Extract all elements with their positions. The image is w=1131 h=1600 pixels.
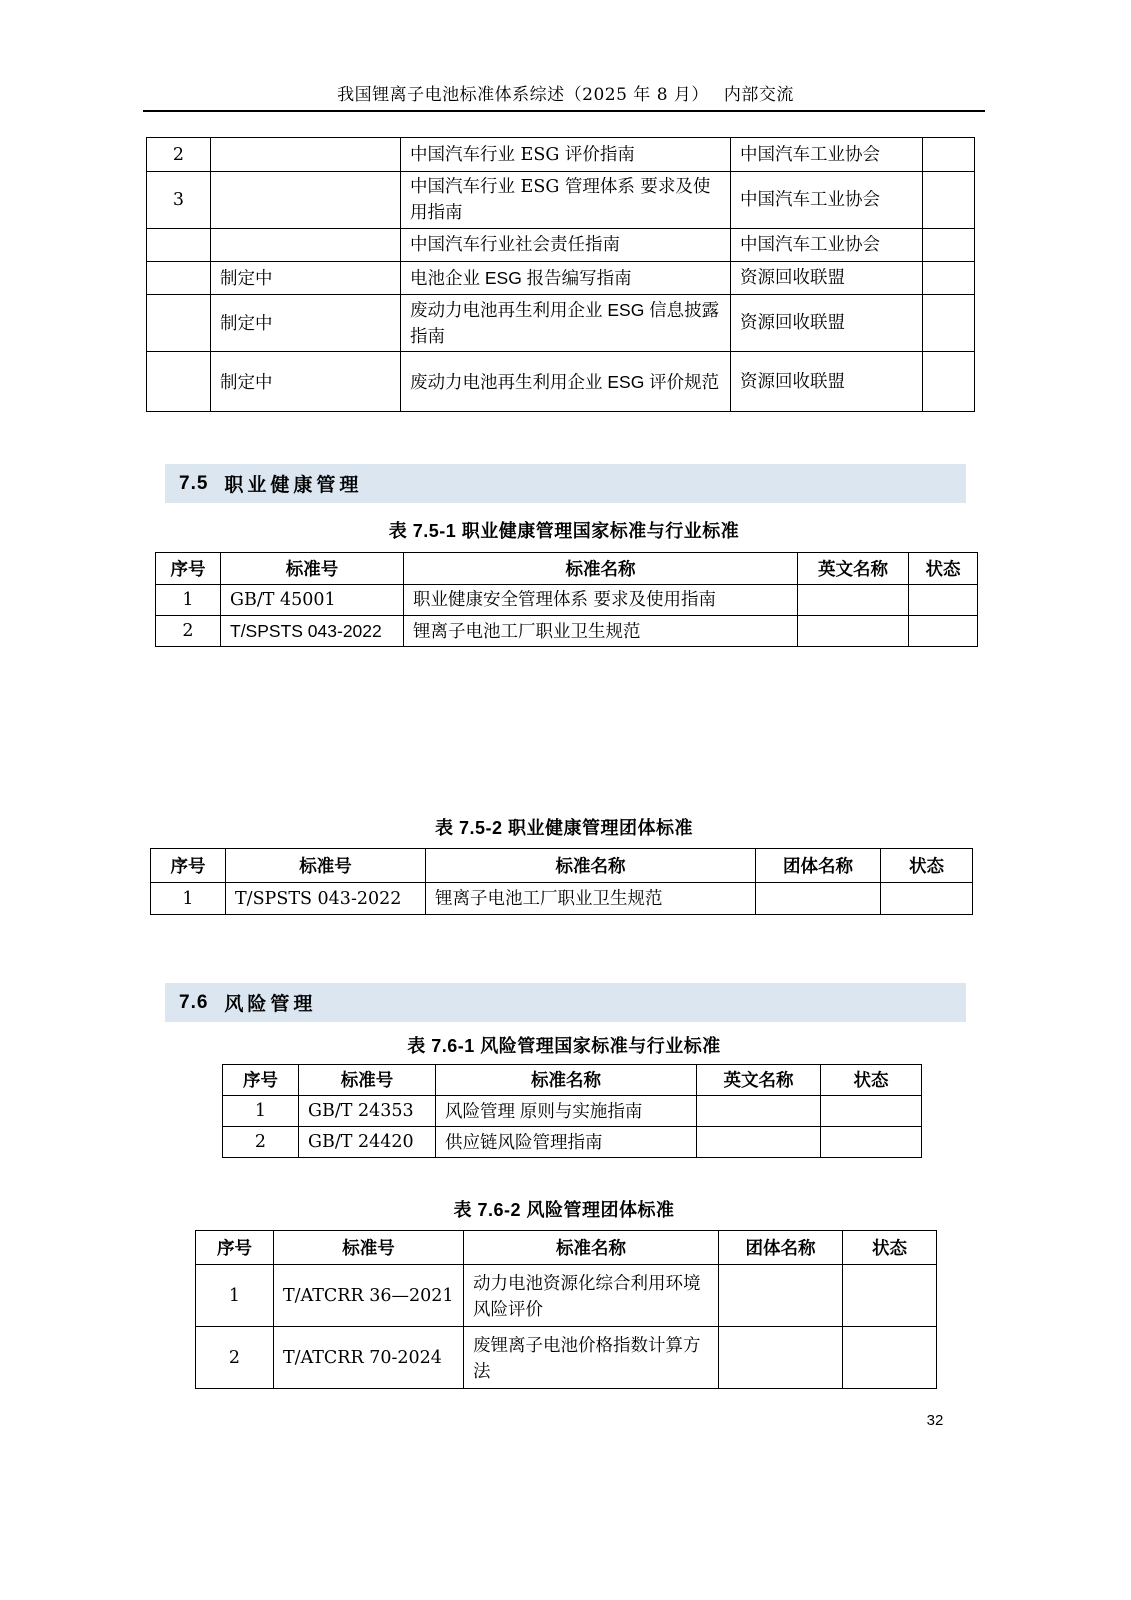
cell-english-name	[798, 616, 909, 647]
cell-extra	[923, 352, 975, 412]
cell-english-name	[697, 1127, 821, 1158]
col-header: 序号	[156, 553, 221, 585]
section-7-6-heading	[165, 983, 966, 1022]
table-7-6-1-caption: 表 7.6-1 风险管理国家标准与行业标准	[407, 1036, 721, 1056]
col-header: 标准名称	[404, 553, 798, 585]
cell-standard-name: 动力电池资源化综合利用环境风险评价	[464, 1265, 719, 1327]
header-divider	[143, 110, 985, 112]
col-header: 英文名称	[697, 1065, 821, 1096]
table-row	[156, 616, 978, 647]
table-row	[223, 1127, 922, 1158]
col-header: 团体名称	[719, 1231, 843, 1265]
section-title: 风险管理	[224, 994, 317, 1015]
cell-organization: 资源回收联盟	[731, 352, 923, 412]
cell-standard-no: T/SPSTS 043-2022	[226, 883, 426, 915]
cell-standard-name: 风险管理 原则与实施指南	[436, 1096, 697, 1127]
cell-standard-name: 职业健康安全管理体系 要求及使用指南	[404, 585, 798, 616]
cell-status	[909, 585, 978, 616]
col-header: 标准名称	[464, 1231, 719, 1265]
table-header-row	[196, 1231, 937, 1265]
table-row	[147, 172, 975, 229]
cell-organization: 中国汽车工业协会	[731, 229, 923, 262]
table-row	[147, 262, 975, 295]
cell-standard-name: 锂离子电池工厂职业卫生规范	[404, 616, 798, 647]
table-7-6-1	[222, 1064, 922, 1158]
cell-standard-name: 中国汽车行业 ESG 管理体系 要求及使用指南	[401, 172, 731, 229]
table-7-6-2	[195, 1230, 937, 1389]
esg-standards-table	[146, 137, 975, 412]
cell-extra	[923, 262, 975, 295]
cell-seq	[147, 295, 211, 352]
col-header: 英文名称	[798, 553, 909, 585]
cell-seq: 2	[196, 1327, 274, 1389]
cell-standard-name: 锂离子电池工厂职业卫生规范	[426, 883, 756, 915]
cell-organization: 中国汽车工业协会	[731, 172, 923, 229]
cell-standard-no: T/ATCRR 70-2024	[274, 1327, 464, 1389]
table-header-row	[151, 849, 973, 883]
cell-status	[843, 1327, 937, 1389]
table-header-row	[223, 1065, 922, 1096]
page-number: 32	[926, 1412, 944, 1429]
table-row	[147, 352, 975, 412]
cell-standard-name: 中国汽车行业社会责任指南	[401, 229, 731, 262]
cell-status: 制定中	[211, 352, 401, 412]
cell-seq	[147, 262, 211, 295]
cell-status	[909, 616, 978, 647]
cell-seq	[147, 229, 211, 262]
table-7-5-1	[155, 552, 978, 647]
cell-standard-no: T/SPSTS 043-2022	[221, 616, 404, 647]
cell-extra	[923, 229, 975, 262]
table-7-6-2-caption: 表 7.6-2 风险管理团体标准	[453, 1200, 675, 1220]
table-row	[196, 1265, 937, 1327]
col-header: 标准号	[299, 1065, 436, 1096]
cell-group-name	[756, 883, 881, 915]
cell-group-name	[719, 1265, 843, 1327]
table-row	[196, 1327, 937, 1389]
cell-status	[881, 883, 973, 915]
col-header: 序号	[196, 1231, 274, 1265]
cell-status	[821, 1096, 922, 1127]
col-header: 状态	[909, 553, 978, 585]
table-row	[156, 585, 978, 616]
col-header: 标准号	[226, 849, 426, 883]
col-header: 序号	[223, 1065, 299, 1096]
cell-standard-name: 废动力电池再生利用企业 ESG 评价规范	[401, 352, 731, 412]
cell-standard-name: 供应链风险管理指南	[436, 1127, 697, 1158]
table-row	[151, 883, 973, 915]
section-7-5-heading	[165, 464, 966, 503]
cell-status: 制定中	[211, 295, 401, 352]
cell-english-name	[798, 585, 909, 616]
cell-status	[211, 172, 401, 229]
table-7-5-2	[150, 848, 973, 915]
cell-seq: 1	[223, 1096, 299, 1127]
section-title: 职业健康管理	[224, 475, 363, 496]
cell-seq: 2	[156, 616, 221, 647]
cell-status	[211, 138, 401, 172]
cell-status: 制定中	[211, 262, 401, 295]
cell-status	[211, 229, 401, 262]
cell-standard-name: 中国汽车行业 ESG 评价指南	[401, 138, 731, 172]
col-header: 状态	[843, 1231, 937, 1265]
cell-status	[821, 1127, 922, 1158]
cell-extra	[923, 138, 975, 172]
col-header: 标准名称	[436, 1065, 697, 1096]
cell-organization: 资源回收联盟	[731, 262, 923, 295]
col-header: 标准号	[274, 1231, 464, 1265]
cell-seq: 2	[147, 138, 211, 172]
cell-standard-name: 废动力电池再生利用企业 ESG 信息披露指南	[401, 295, 731, 352]
cell-organization: 中国汽车工业协会	[731, 138, 923, 172]
table-7-5-1-caption: 表 7.5-1 职业健康管理国家标准与行业标准	[388, 521, 740, 541]
cell-group-name	[719, 1327, 843, 1389]
table-row	[147, 138, 975, 172]
cell-standard-no: GB/T 24420	[299, 1127, 436, 1158]
cell-standard-no: T/ATCRR 36—2021	[274, 1265, 464, 1327]
cell-organization: 资源回收联盟	[731, 295, 923, 352]
cell-seq: 1	[156, 585, 221, 616]
cell-english-name	[697, 1096, 821, 1127]
table-7-5-2-caption: 表 7.5-2 职业健康管理团体标准	[434, 818, 694, 838]
cell-standard-name: 电池企业 ESG 报告编写指南	[401, 262, 731, 295]
col-header: 序号	[151, 849, 226, 883]
table-row	[147, 295, 975, 352]
document-header: 我国锂离子电池标准体系综述（2025 年 8 月） 内部交流	[337, 85, 794, 105]
col-header: 团体名称	[756, 849, 881, 883]
cell-extra	[923, 295, 975, 352]
col-header: 标准名称	[426, 849, 756, 883]
cell-seq: 3	[147, 172, 211, 229]
table-row	[223, 1096, 922, 1127]
col-header: 状态	[881, 849, 973, 883]
section-number: 7.6	[179, 991, 209, 1013]
table-row	[147, 229, 975, 262]
col-header: 标准号	[221, 553, 404, 585]
cell-standard-name: 废锂离子电池价格指数计算方法	[464, 1327, 719, 1389]
cell-extra	[923, 172, 975, 229]
section-number: 7.5	[179, 472, 209, 494]
cell-standard-no: GB/T 24353	[299, 1096, 436, 1127]
cell-seq: 2	[223, 1127, 299, 1158]
table-header-row	[156, 553, 978, 585]
cell-seq: 1	[151, 883, 226, 915]
cell-standard-no: GB/T 45001	[221, 585, 404, 616]
cell-status	[843, 1265, 937, 1327]
cell-seq	[147, 352, 211, 412]
cell-seq: 1	[196, 1265, 274, 1327]
col-header: 状态	[821, 1065, 922, 1096]
